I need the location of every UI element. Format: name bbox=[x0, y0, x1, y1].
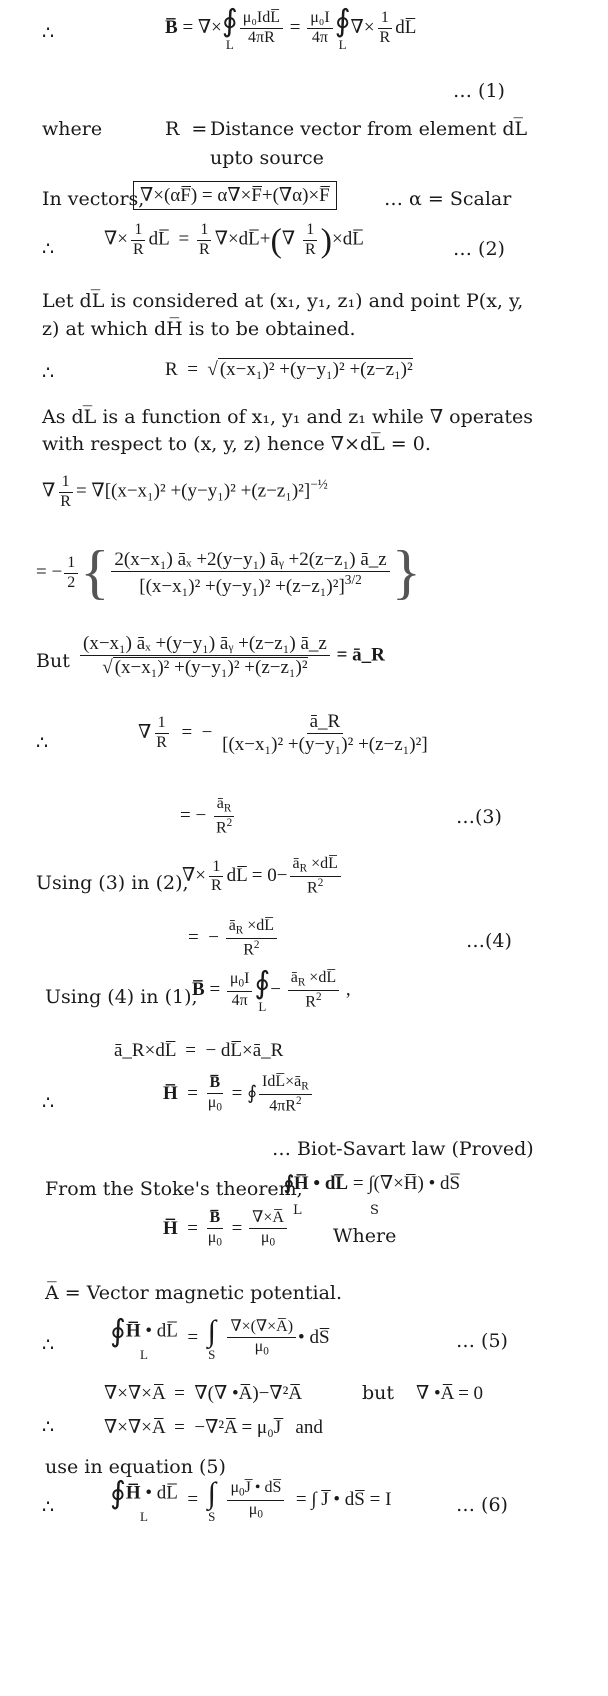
equation-3a: ∇ $\frac{1}{R}$ = − $\frac{ā\_R}{\text{[(x−x₁)² +(y−y₁)² +(z−z₁)²]}}$ bbox=[138, 711, 428, 755]
therefore-symbol: ∴ bbox=[42, 362, 55, 384]
stokes-equation: ∮H̅ • dL̅ = ∫(∇×H̅) • dS̅ bbox=[284, 1173, 461, 1194]
equation-tag-2: … (2) bbox=[453, 238, 505, 260]
equation-tag-4: …(4) bbox=[466, 930, 512, 952]
A-definition: A̅ = Vector magnetic potential. bbox=[45, 1282, 343, 1304]
therefore-symbol: ∴ bbox=[36, 732, 49, 754]
biot-savart-caption: … Biot-Savart law (Proved) bbox=[272, 1138, 534, 1160]
gradient-expansion: = − $\frac{1}{2}$ { $\frac{\text{2(x−x₁) āₓ +2(y−y₁) āᵧ +2(z−z₁) ā\_z}}{[(x-x_1)^2 +(y-y_1)^2 +(z-z_1)^2]^{3/2}}$ } bbox=[36, 539, 421, 606]
cross-product-identity: ā_R×dL̅ = − dL̅×ā_R bbox=[114, 1040, 284, 1061]
where-def-line1: Distance vector from element dL̅ bbox=[210, 118, 528, 140]
H-definition: H̅ = $\frac{B̅}{\mu_0}$ = $\frac{\nabla\times A̅}{\mu_0}$ bbox=[163, 1210, 289, 1249]
equation-4a: ∇× $\frac{1}{R}$ dL̅ = 0− $\frac{ā_R \times dL̅}{R^2}$ bbox=[182, 856, 343, 898]
but-equation: $\frac{\text{(x−x₁) āₓ +(y−y₁) āᵧ +(z−z₁) ā\_z}}{\text{√ (x−x₁)² +(y−y₁)² +(z−z₁)²}}$ = ā_R bbox=[78, 634, 385, 678]
but-label: But bbox=[36, 650, 70, 672]
stokes-label: From the Stoke's theorem, bbox=[45, 1178, 303, 1200]
therefore-symbol: ∴ bbox=[42, 1334, 55, 1356]
paragraph-line: As dL̅ is a function of x₁, y₁ and z₁ while ∇ operates bbox=[42, 406, 534, 428]
paragraph-line: Let dL̅ is considered at (x₁, y₁, z₁) and point P(x, y, bbox=[42, 290, 524, 312]
equation-tag-5: … (5) bbox=[456, 1330, 508, 1352]
therefore-symbol: ∴ bbox=[42, 238, 55, 260]
using-3-in-2: Using (3) in (2), bbox=[36, 872, 189, 894]
identity-boxed: ∇×(αF̅) = α∇×F̅+(∇α)×F̅ bbox=[133, 181, 337, 210]
therefore-symbol: ∴ bbox=[42, 22, 55, 44]
gradient-equation: ∇ $\frac{1}{R}$ = $\nabla[(x-x_1)^2 +(y-y_1)^2 +(z-z_1)^2]^{-\frac{1}{2}}$ bbox=[42, 473, 328, 510]
equation-tag-1: … (1) bbox=[453, 80, 505, 102]
equation-5: ∮H̅ • dL̅ L = ∫ S $\frac{\nabla\times(\nabla\times A̅)}{\mu_0}$ • dS̅ bbox=[110, 1314, 330, 1363]
use-in-equation-5: use in equation (5) bbox=[45, 1456, 226, 1478]
equation-R: R = √ (x−x₁)² +(y−y₁)² +(z−z₁)² bbox=[165, 359, 413, 380]
equation-tag-6: … (6) bbox=[456, 1494, 508, 1516]
using-4-in-1: Using (4) in (1), bbox=[45, 986, 198, 1008]
stokes-lim-S: S bbox=[370, 1203, 379, 1218]
where-label-2: Where bbox=[333, 1225, 397, 1247]
biot-savart-equation: H̅ = $\frac{B̅}{\mu_0}$ = ∮ $\frac{IdL̅\times ā_R}{4\pi R^2}$ bbox=[163, 1074, 314, 1116]
therefore-symbol: ∴ bbox=[42, 1092, 55, 1114]
identity-label: In vectors, bbox=[42, 188, 145, 210]
identity-note: … α = Scalar bbox=[384, 188, 512, 210]
paragraph-line: z) at which dH̅ is to be obtained. bbox=[42, 318, 356, 340]
equation-1: B̅ = ∇× ∮ L $\frac{\text{μ₀IdL̅}}{4\pi R}$ = $\frac{\text{μ₀I}}{4\pi}$ ∮ L ∇× $\frac{1}{R}$ dL̅ bbox=[165, 4, 417, 53]
equation-tag-3: …(3) bbox=[456, 806, 502, 828]
where-lhs: R = bbox=[165, 118, 208, 140]
equation-2: ∇× $\frac{1}{R}$ dL̅ = $\frac{1}{R}$ ∇×dL̅+(∇ $\frac{1}{R}$ )×dL̅ bbox=[104, 221, 364, 260]
therefore-symbol: ∴ bbox=[42, 1496, 55, 1518]
stokes-lim-L: L bbox=[293, 1203, 302, 1218]
equation-6: ∮H̅ • dL̅ L = ∫ S $\frac{\mu_0J̅ • dS̅}{\mu_0}$ = ∫ J̅ • dS̅ = I bbox=[110, 1476, 392, 1525]
equation-Bsub: B̅ = $\frac{\mu_0I}{4\pi}$ ∮ L − $\frac{ā_R \times dL̅}{R^2}$ , bbox=[192, 966, 351, 1015]
equation-4b: = − $\frac{ā_R \times dL̅}{R^2}$ bbox=[188, 918, 279, 960]
divergence-condition: ∇ •A̅ = 0 bbox=[416, 1383, 484, 1404]
but-word: but bbox=[362, 1382, 395, 1404]
equation-3b: = − $\frac{ā_R}{R^2}$ bbox=[180, 796, 237, 838]
curl-curl-line2: ∇×∇×A̅ = −∇²A̅ = μ₀J̅ and bbox=[104, 1417, 323, 1438]
where-label: where bbox=[42, 118, 103, 140]
curl-curl-line1: ∇×∇×A̅ = ∇(∇ •A̅)−∇²A̅ bbox=[104, 1383, 303, 1404]
paragraph-line: with respect to (x, y, z) hence ∇×dL̅ = 0. bbox=[42, 433, 431, 455]
therefore-symbol: ∴ bbox=[42, 1416, 55, 1438]
where-def-line2: upto source bbox=[210, 147, 324, 169]
